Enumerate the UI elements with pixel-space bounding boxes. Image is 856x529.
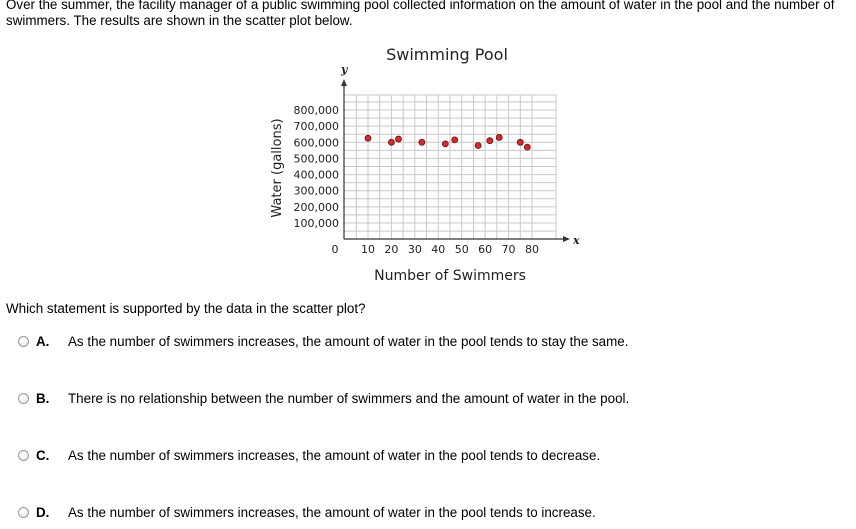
radio-button-a[interactable] xyxy=(18,336,29,347)
y-tick-label: 300,000 xyxy=(293,184,339,198)
option-letter: D. xyxy=(36,504,50,520)
tick-labels xyxy=(294,104,540,256)
y-axis-letter: y xyxy=(341,63,348,76)
option-letter: C. xyxy=(36,447,50,463)
x-tick-label: 60 xyxy=(478,243,493,256)
radio-button-c[interactable] xyxy=(18,450,29,461)
y-tick-label: 700,000 xyxy=(293,120,339,134)
option-text: As the number of swimmers increases, the amount of water in the pool tends to increase. xyxy=(68,504,596,520)
data-point xyxy=(524,144,530,150)
x-axis-letter: x xyxy=(573,234,580,247)
data-point xyxy=(419,139,425,145)
origin-label: 0 xyxy=(331,243,339,256)
option-a[interactable] xyxy=(18,332,628,350)
option-text: As the number of swimmers increases, the amount of water in the pool tends to decrease. xyxy=(68,447,601,463)
y-tick-label: 400,000 xyxy=(293,168,339,182)
x-axis-arrow xyxy=(563,236,570,242)
x-tick-label: 50 xyxy=(454,243,469,256)
option-d[interactable] xyxy=(18,503,596,521)
chart-title: Swimming Pool xyxy=(386,45,508,64)
data-point xyxy=(517,139,523,145)
axes xyxy=(341,79,570,242)
option-letter: A. xyxy=(36,333,50,349)
y-tick-label: 100,000 xyxy=(293,217,339,230)
grid xyxy=(344,95,556,239)
x-tick-label: 70 xyxy=(501,243,516,256)
option-text: There is no relationship between the number of swimmers and the amount of water in the pool. xyxy=(68,390,630,406)
data-point xyxy=(442,141,448,147)
x-tick-label: 30 xyxy=(407,243,422,256)
x-tick-label: 10 xyxy=(361,243,375,256)
option-c[interactable] xyxy=(18,446,600,464)
data-point xyxy=(365,135,371,141)
data-point xyxy=(395,136,401,142)
y-axis-label: Water (gallons) xyxy=(270,118,285,218)
intro-text: Over the summer, the facility manager of a public swimming pool collected information on the amount of water in the pool and the number of swimmers. The results are shown in the scatter plot below. xyxy=(6,0,835,28)
option-b[interactable] xyxy=(18,389,629,407)
y-tick-label: 600,000 xyxy=(293,136,339,150)
option-text: As the number of swimmers increases, the amount of water in the pool tends to stay the same. xyxy=(68,333,629,349)
y-tick-label: 800,000 xyxy=(293,104,339,117)
data-point xyxy=(475,143,481,149)
data-point xyxy=(388,139,394,145)
x-tick-label: 20 xyxy=(384,243,399,256)
data-point xyxy=(487,138,493,144)
x-tick-label: 40 xyxy=(431,243,446,256)
data-point xyxy=(496,134,502,140)
option-letter: B. xyxy=(36,390,50,406)
x-axis-label: Number of Swimmers xyxy=(374,268,526,284)
y-tick-label: 500,000 xyxy=(293,152,339,166)
y-tick-label: 200,000 xyxy=(293,200,339,214)
question-text: Which statement is supported by the data in the scatter plot? xyxy=(6,301,366,316)
x-tick-label: 80 xyxy=(525,243,539,256)
radio-button-b[interactable] xyxy=(18,393,29,404)
radio-button-d[interactable] xyxy=(18,507,29,518)
y-axis-arrow xyxy=(341,79,347,86)
data-point xyxy=(452,137,458,143)
